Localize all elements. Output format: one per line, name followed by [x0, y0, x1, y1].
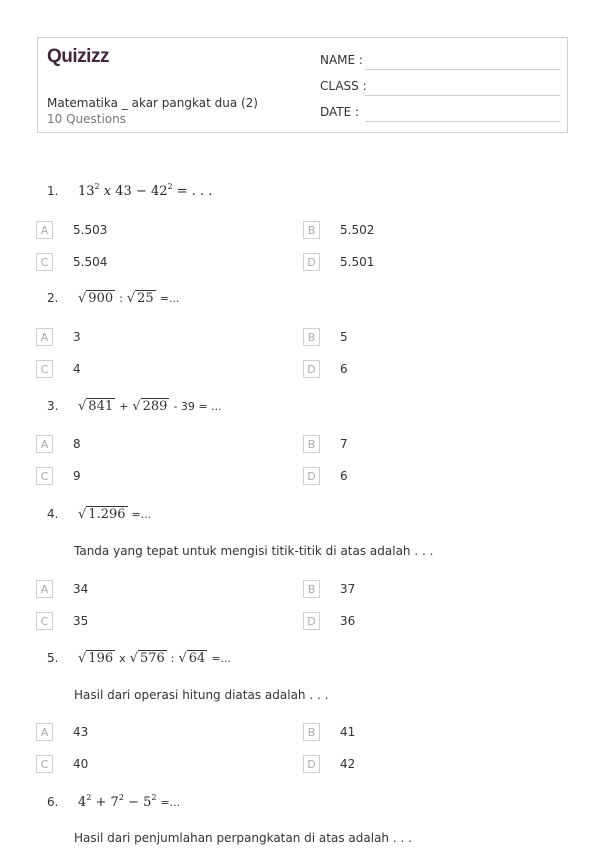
- option-text: 43: [73, 725, 89, 739]
- question-4-prompt: Tanda yang tepat untuk mengisi titik-titik di atas adalah . . .: [74, 544, 434, 558]
- question-4: 4. √ 1.296 =...: [47, 507, 152, 522]
- math-expression: $13^2$ x $43 - 42^2$ = . . .: [78, 182, 213, 199]
- question-6: 6. $4^2 + 7^2 - 5^2$ =...: [47, 793, 181, 810]
- option-letter: D: [303, 612, 320, 630]
- option-letter: C: [36, 253, 53, 271]
- option-letter: A: [36, 435, 53, 453]
- name-field[interactable]: NAME :: [320, 53, 560, 67]
- option-letter: A: [36, 328, 53, 346]
- option-letter: C: [36, 755, 53, 773]
- option-text: 9: [73, 469, 81, 483]
- option-a[interactable]: [36, 221, 107, 239]
- option-d[interactable]: [303, 360, 348, 378]
- option-a[interactable]: [36, 580, 88, 598]
- option-a[interactable]: [36, 435, 81, 453]
- question-6-prompt: Hasil dari penjumlahan perpangkatan di atas adalah . . .: [74, 831, 412, 845]
- option-a[interactable]: [36, 723, 88, 741]
- option-text: 5.502: [340, 223, 375, 237]
- option-letter: B: [303, 328, 320, 346]
- option-text: 5.504: [73, 255, 108, 269]
- option-text: 6: [340, 469, 348, 483]
- option-d[interactable]: [303, 253, 374, 271]
- option-letter: A: [36, 221, 53, 239]
- option-letter: A: [36, 580, 53, 598]
- option-c[interactable]: [36, 360, 81, 378]
- option-letter: D: [303, 467, 320, 485]
- question-5-prompt: Hasil dari operasi hitung diatas adalah . . .: [74, 688, 329, 702]
- option-text: 34: [73, 582, 89, 596]
- option-text: 35: [73, 614, 89, 628]
- option-c[interactable]: [36, 612, 88, 630]
- option-c[interactable]: [36, 467, 81, 485]
- option-letter: B: [303, 580, 320, 598]
- option-d[interactable]: [303, 467, 348, 485]
- option-text: 36: [340, 614, 356, 628]
- option-letter: D: [303, 360, 320, 378]
- question-count: 10 Questions: [47, 112, 127, 126]
- worksheet-title: Matematika _ akar pangkat dua (2): [47, 96, 258, 110]
- option-text: 5: [340, 330, 348, 344]
- option-c[interactable]: [36, 755, 88, 773]
- option-letter: B: [303, 723, 320, 741]
- option-text: 5.501: [340, 255, 375, 269]
- date-field[interactable]: DATE :: [320, 105, 560, 119]
- option-letter: B: [303, 435, 320, 453]
- option-text: 4: [73, 362, 81, 376]
- question-2: 2. √ 900 : √ 25 =...: [47, 291, 180, 306]
- question-3: 3. √ 841 + √ 289 - 39 = ...: [47, 399, 222, 414]
- option-c[interactable]: [36, 253, 107, 271]
- worksheet-header: [37, 37, 568, 133]
- option-text: 41: [340, 725, 356, 739]
- option-text: 5.503: [73, 223, 108, 237]
- option-d[interactable]: [303, 612, 355, 630]
- option-letter: D: [303, 253, 320, 271]
- option-letter: B: [303, 221, 320, 239]
- option-text: 40: [73, 757, 89, 771]
- option-b[interactable]: [303, 221, 374, 239]
- option-letter: D: [303, 755, 320, 773]
- question-5: 5. √ 196 x √ 576 : √ 64 =...: [47, 651, 232, 666]
- option-a[interactable]: [36, 328, 81, 346]
- option-letter: A: [36, 723, 53, 741]
- option-b[interactable]: [303, 580, 355, 598]
- option-b[interactable]: [303, 435, 348, 453]
- option-text: 37: [340, 582, 356, 596]
- sqrt-expression: √ 900: [78, 291, 114, 306]
- option-d[interactable]: [303, 755, 355, 773]
- option-text: 6: [340, 362, 348, 376]
- option-text: 42: [340, 757, 356, 771]
- question-1: 1. $13^2$ x $43 - 42^2$ = . . .: [47, 182, 213, 199]
- class-field[interactable]: CLASS :: [320, 79, 560, 93]
- option-letter: C: [36, 360, 53, 378]
- option-b[interactable]: [303, 328, 348, 346]
- option-text: 8: [73, 437, 81, 451]
- option-text: 3: [73, 330, 81, 344]
- option-b[interactable]: [303, 723, 355, 741]
- option-text: 7: [340, 437, 348, 451]
- quizizz-logo: Quizizz: [47, 46, 109, 67]
- option-letter: C: [36, 612, 53, 630]
- option-letter: C: [36, 467, 53, 485]
